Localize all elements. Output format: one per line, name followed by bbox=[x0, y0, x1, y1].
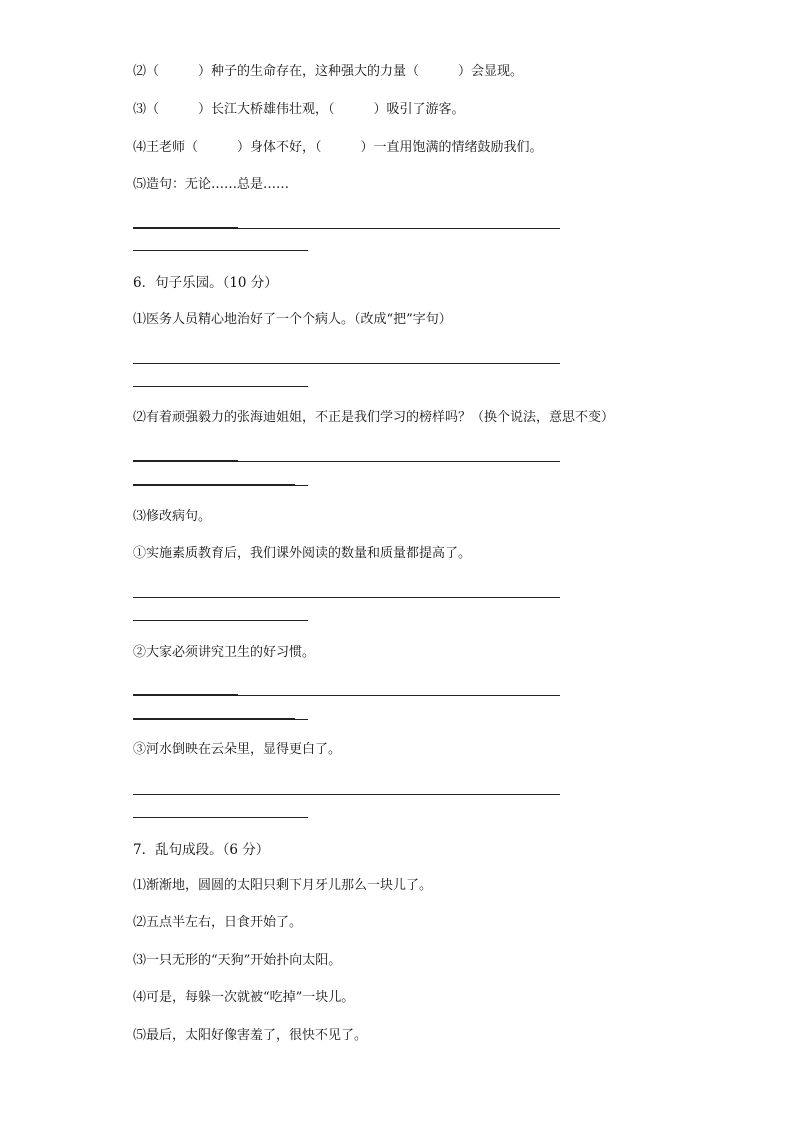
question-5-3: ⑶（ ）长江大桥雄伟壮观，（ ）吸引了游客。 bbox=[133, 102, 465, 117]
answer-line-mark bbox=[133, 484, 295, 486]
question-6-3: ⑶修改病句。 bbox=[133, 509, 212, 524]
answer-line[interactable] bbox=[133, 597, 560, 598]
section-6-heading: 6．句子乐园。（10 分） bbox=[133, 275, 278, 291]
answer-line[interactable] bbox=[133, 794, 560, 795]
answer-line[interactable] bbox=[133, 363, 560, 364]
answer-line-mark bbox=[133, 460, 238, 462]
question-5-5: ⑸造句：无论……总是…… bbox=[133, 177, 290, 192]
question-6-2: ⑵有着顽强毅力的张海迪姐姐，不正是我们学习的榜样吗？（换个说法，意思不变） bbox=[133, 410, 615, 425]
sentence-2: ⑵五点半左右，日食开始了。 bbox=[133, 915, 303, 930]
question-6-1: ⑴医务人员精心地治好了一个个病人。（改成“把”字句） bbox=[133, 312, 452, 327]
sentence-4: ⑷可是，每躲一次就被“吃掉”一块儿。 bbox=[133, 990, 355, 1005]
question-5-2: ⑵（ ）种子的生命存在，这种强大的力量（ ）会显现。 bbox=[133, 64, 524, 79]
sentence-3: ⑶一只无形的“天狗”开始扑向太阳。 bbox=[133, 953, 342, 968]
question-5-4: ⑷王老师（ ）身体不好，（ ）一直用饱满的情绪鼓励我们。 bbox=[133, 140, 543, 155]
question-6-3-2: ②大家必须讲究卫生的好习惯。 bbox=[133, 645, 316, 660]
answer-line[interactable] bbox=[133, 386, 308, 387]
answer-line-mark bbox=[133, 718, 295, 720]
answer-line[interactable] bbox=[133, 250, 308, 251]
question-6-3-1: ①实施素质教育后，我们课外阅读的数量和质量都提高了。 bbox=[133, 546, 472, 561]
sentence-1: ⑴渐渐地，圆圆的太阳只剩下月牙儿那么一块儿了。 bbox=[133, 878, 433, 893]
answer-line-mark bbox=[133, 227, 238, 229]
answer-line[interactable] bbox=[133, 817, 308, 818]
question-6-3-3: ③河水倒映在云朵里，显得更白了。 bbox=[133, 742, 342, 757]
answer-line-mark bbox=[133, 694, 238, 696]
sentence-5: ⑸最后，太阳好像害羞了，很快不见了。 bbox=[133, 1028, 368, 1043]
section-7-heading: 7．乱句成段。（6 分） bbox=[133, 842, 270, 858]
answer-line[interactable] bbox=[133, 620, 308, 621]
